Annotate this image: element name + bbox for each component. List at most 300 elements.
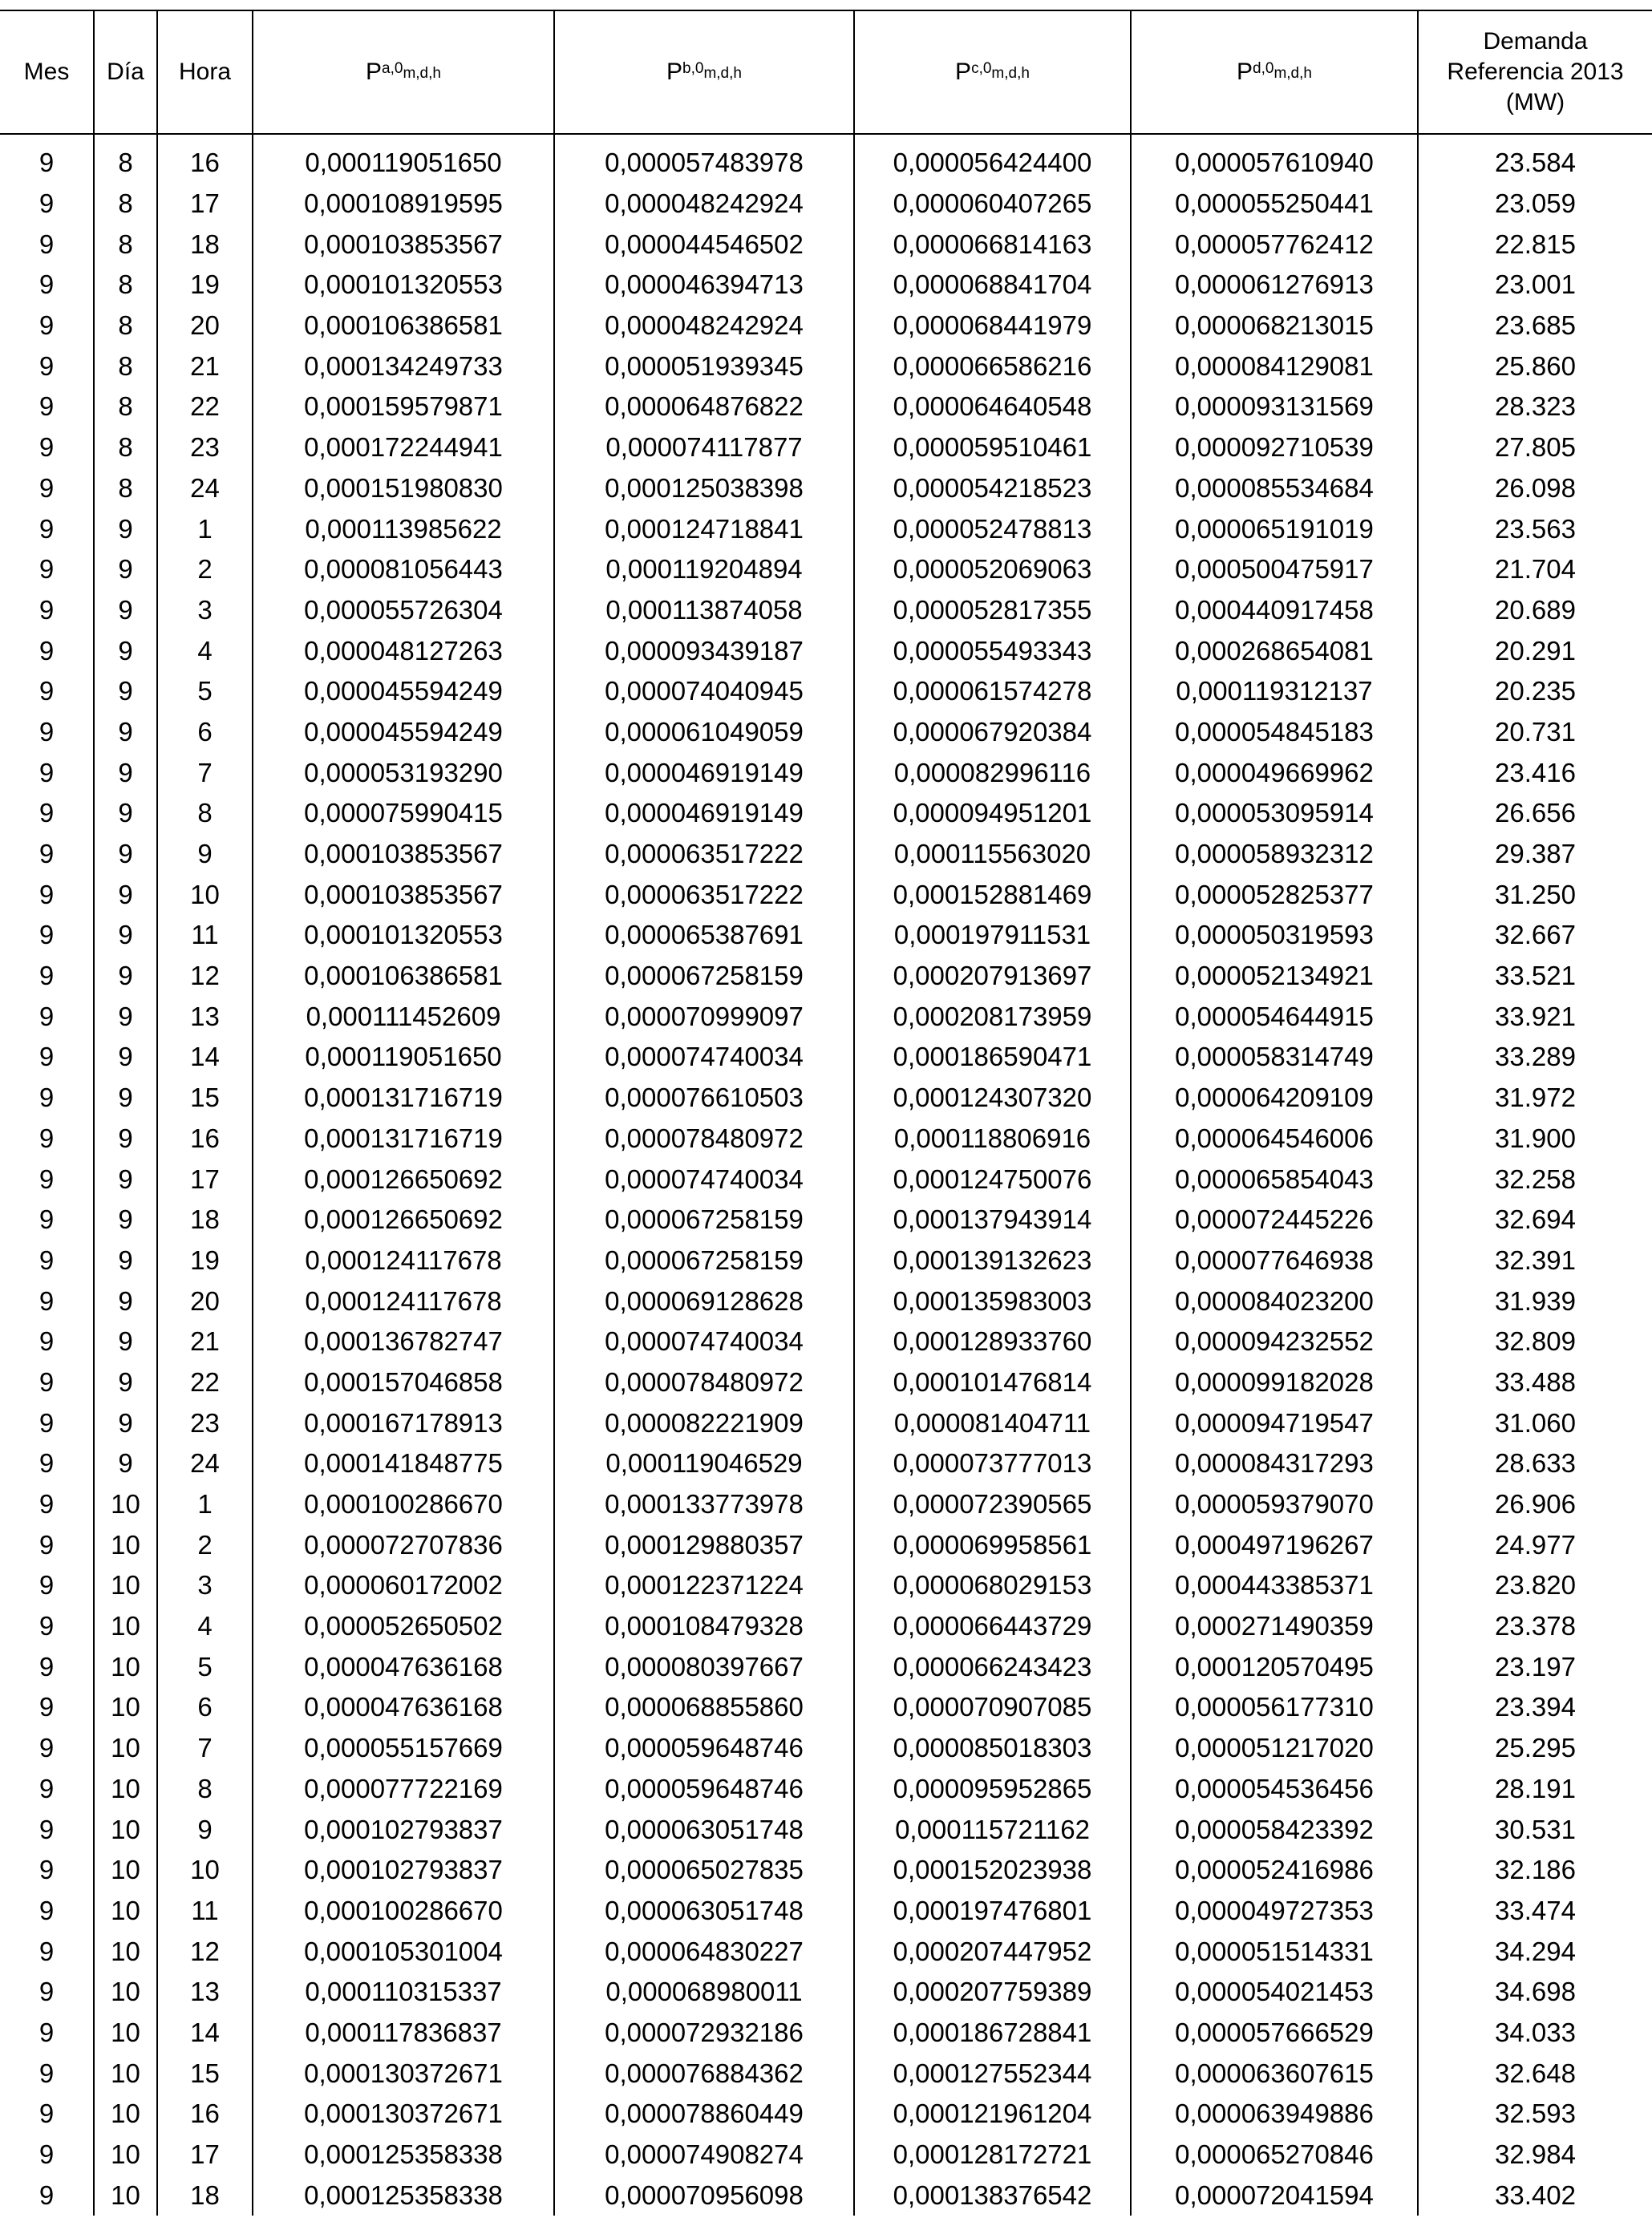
cell-pc: 0,000127552344	[854, 2053, 1131, 2094]
table-row	[0, 1931, 1652, 1972]
cell-pc: 0,000186728841	[854, 2013, 1131, 2054]
cell-pb: 0,000072932186	[554, 2013, 854, 2054]
cell-hora: 8	[157, 793, 253, 834]
cell-demanda: 33.474	[1418, 1891, 1652, 1932]
cell-hora: 7	[157, 1728, 253, 1769]
table-row	[0, 508, 1652, 549]
cell-hora: 18	[157, 224, 253, 265]
cell-pc: 0,000139132623	[854, 1240, 1131, 1281]
cell-pa: 0,000101320553	[253, 265, 554, 306]
cell-pb: 0,000063517222	[554, 874, 854, 915]
cell-pc: 0,000054218523	[854, 468, 1131, 509]
cell-pb: 0,000070999097	[554, 996, 854, 1037]
cell-demanda: 22.815	[1418, 224, 1652, 265]
cell-pc: 0,000128933760	[854, 1321, 1131, 1362]
cell-pb: 0,000080397667	[554, 1646, 854, 1687]
cell-demanda: 29.387	[1418, 834, 1652, 875]
cell-pa: 0,000106386581	[253, 306, 554, 346]
cell-mes: 9	[38, 635, 55, 666]
cell-pa: 0,000167178913	[253, 1402, 554, 1443]
cell-demanda: 32.667	[1418, 915, 1652, 956]
header-mes: Mes	[0, 10, 94, 134]
cell-mes: 9	[38, 1407, 55, 1438]
cell-pa: 0,000100286670	[253, 1891, 554, 1932]
cell-demanda: 21.704	[1418, 549, 1652, 590]
cell-demanda: 28.633	[1418, 1443, 1652, 1484]
table-row	[0, 1362, 1652, 1403]
cell-pd: 0,000085534684	[1131, 468, 1418, 509]
cell-demanda: 20.235	[1418, 671, 1652, 712]
table-row	[0, 996, 1652, 1037]
cell-pb: 0,000048242924	[554, 306, 854, 346]
cell-demanda: 32.694	[1418, 1200, 1652, 1240]
table-row	[0, 1240, 1652, 1281]
cell-mes: 9	[38, 920, 55, 950]
table-row	[0, 793, 1652, 834]
cell-mes: 9	[38, 1083, 55, 1113]
cell-pa: 0,000102793837	[253, 1850, 554, 1891]
cell-mes: 9	[38, 148, 55, 178]
cell-hora: 21	[157, 1321, 253, 1362]
cell-pb: 0,000124718841	[554, 508, 854, 549]
cell-dia: 8	[94, 265, 157, 306]
cell-mes: 9	[38, 839, 55, 869]
cell-mes: 9	[38, 716, 55, 747]
cell-pa: 0,000047636168	[253, 1687, 554, 1728]
cell-pd: 0,000099182028	[1131, 1362, 1418, 1403]
table-row	[0, 1687, 1652, 1728]
cell-hora: 22	[157, 387, 253, 427]
cell-dia: 10	[94, 1565, 157, 1606]
cell-pa: 0,000117836837	[253, 2013, 554, 2054]
cell-pa: 0,000055726304	[253, 590, 554, 631]
cell-hora: 19	[157, 265, 253, 306]
table-row	[0, 1972, 1652, 2013]
cell-demanda: 31.972	[1418, 1078, 1652, 1119]
cell-demanda: 23.820	[1418, 1565, 1652, 1606]
cell-dia: 9	[94, 549, 157, 590]
cell-pa: 0,000053193290	[253, 752, 554, 793]
cell-pc: 0,000056424400	[854, 134, 1131, 184]
cell-hora: 3	[157, 1565, 253, 1606]
cell-pa: 0,000134249733	[253, 346, 554, 387]
cell-pa: 0,000103853567	[253, 834, 554, 875]
cell-demanda: 20.291	[1418, 630, 1652, 671]
cell-pd: 0,000054644915	[1131, 996, 1418, 1037]
header-dia: Día	[94, 10, 157, 134]
cell-demanda: 27.805	[1418, 427, 1652, 468]
cell-mes: 9	[38, 1773, 55, 1803]
cell-pa: 0,000172244941	[253, 427, 554, 468]
cell-pb: 0,000119204894	[554, 549, 854, 590]
cell-hora: 4	[157, 1606, 253, 1647]
cell-pa: 0,000125358338	[253, 2175, 554, 2216]
cell-dia: 9	[94, 915, 157, 956]
cell-demanda: 20.731	[1418, 712, 1652, 753]
cell-hora: 10	[157, 1850, 253, 1891]
table-row	[0, 671, 1652, 712]
cell-demanda: 34.294	[1418, 1931, 1652, 1972]
cell-dia: 10	[94, 1891, 157, 1932]
cell-pc: 0,000055493343	[854, 630, 1131, 671]
cell-pc: 0,000115563020	[854, 834, 1131, 875]
cell-mes: 9	[38, 1733, 55, 1763]
cell-mes: 9	[38, 1529, 55, 1560]
cell-pc: 0,000068441979	[854, 306, 1131, 346]
cell-pc: 0,000066443729	[854, 1606, 1131, 1647]
cell-pc: 0,000066586216	[854, 346, 1131, 387]
table-row	[0, 184, 1652, 225]
cell-pb: 0,000129880357	[554, 1524, 854, 1565]
cell-demanda: 28.323	[1418, 387, 1652, 427]
table-row	[0, 2175, 1652, 2216]
cell-pa: 0,000111452609	[253, 996, 554, 1037]
cell-demanda: 31.250	[1418, 874, 1652, 915]
cell-dia: 9	[94, 1240, 157, 1281]
cell-demanda: 33.402	[1418, 2175, 1652, 2216]
cell-pb: 0,000070956098	[554, 2175, 854, 2216]
cell-mes: 9	[38, 798, 55, 828]
cell-mes: 9	[38, 2179, 55, 2210]
cell-hora: 24	[157, 468, 253, 509]
table-row	[0, 1728, 1652, 1769]
cell-dia: 8	[94, 387, 157, 427]
cell-pb: 0,000119046529	[554, 1443, 854, 1484]
cell-pa: 0,000052650502	[253, 1606, 554, 1647]
cell-hora: 23	[157, 1402, 253, 1443]
cell-demanda: 23.001	[1418, 265, 1652, 306]
cell-pb: 0,000051939345	[554, 346, 854, 387]
cell-pd: 0,000056177310	[1131, 1687, 1418, 1728]
cell-pb: 0,000076884362	[554, 2053, 854, 2094]
cell-dia: 10	[94, 1972, 157, 2013]
cell-pa: 0,000110315337	[253, 1972, 554, 2013]
cell-pb: 0,000074740034	[554, 1159, 854, 1200]
cell-mes: 9	[38, 310, 55, 341]
cell-mes: 9	[38, 1448, 55, 1479]
cell-hora: 17	[157, 1159, 253, 1200]
cell-pb: 0,000067258159	[554, 1200, 854, 1240]
cell-dia: 9	[94, 834, 157, 875]
header-hora: Hora	[157, 10, 253, 134]
cell-pa: 0,000130372671	[253, 2053, 554, 2094]
cell-pc: 0,000152881469	[854, 874, 1131, 915]
cell-pc: 0,000066814163	[854, 224, 1131, 265]
cell-dia: 9	[94, 1443, 157, 1484]
cell-pb: 0,000078480972	[554, 1362, 854, 1403]
cell-pb: 0,000067258159	[554, 956, 854, 997]
cell-pd: 0,000092710539	[1131, 427, 1418, 468]
cell-pd: 0,000065191019	[1131, 508, 1418, 549]
cell-pd: 0,000049669962	[1131, 752, 1418, 793]
cell-demanda: 30.531	[1418, 1809, 1652, 1850]
cell-pd: 0,000057610940	[1131, 134, 1418, 184]
cell-pd: 0,000084317293	[1131, 1443, 1418, 1484]
cell-pa: 0,000105301004	[253, 1931, 554, 1972]
cell-pa: 0,000124117678	[253, 1281, 554, 1321]
cell-demanda: 34.698	[1418, 1972, 1652, 2013]
cell-pc: 0,000124750076	[854, 1159, 1131, 1200]
cell-pd: 0,000051514331	[1131, 1931, 1418, 1972]
cell-pd: 0,000500475917	[1131, 549, 1418, 590]
cell-mes: 9	[38, 1611, 55, 1641]
cell-pb: 0,000122371224	[554, 1565, 854, 1606]
cell-dia: 10	[94, 2094, 157, 2135]
cell-pd: 0,000049727353	[1131, 1891, 1418, 1932]
table-row	[0, 1281, 1652, 1321]
table-row	[0, 1443, 1652, 1484]
cell-mes: 9	[38, 1204, 55, 1235]
cell-hora: 9	[157, 1809, 253, 1850]
cell-pd: 0,000072445226	[1131, 1200, 1418, 1240]
cell-hora: 1	[157, 1484, 253, 1525]
cell-hora: 16	[157, 1119, 253, 1160]
cell-hora: 21	[157, 346, 253, 387]
cell-pc: 0,000070907085	[854, 1687, 1131, 1728]
cell-mes: 9	[38, 1692, 55, 1722]
cell-pc: 0,000115721162	[854, 1809, 1131, 1850]
cell-mes: 9	[38, 1285, 55, 1316]
cell-pb: 0,000074040945	[554, 671, 854, 712]
cell-pa: 0,000113985622	[253, 508, 554, 549]
cell-hora: 12	[157, 1931, 253, 1972]
cell-demanda: 33.488	[1418, 1362, 1652, 1403]
table-row	[0, 1891, 1652, 1932]
table-row	[0, 2053, 1652, 2094]
cell-demanda: 23.584	[1418, 134, 1652, 184]
cell-pb: 0,000057483978	[554, 134, 854, 184]
cell-pc: 0,000197911531	[854, 915, 1131, 956]
cell-pc: 0,000052817355	[854, 590, 1131, 631]
cell-pc: 0,000052069063	[854, 549, 1131, 590]
cell-hora: 24	[157, 1443, 253, 1484]
cell-hora: 1	[157, 508, 253, 549]
cell-pa: 0,000106386581	[253, 956, 554, 997]
cell-demanda: 23.685	[1418, 306, 1652, 346]
table-row	[0, 2094, 1652, 2135]
cell-mes: 9	[38, 1042, 55, 1072]
cell-pd: 0,000051217020	[1131, 1728, 1418, 1769]
table-row	[0, 1646, 1652, 1687]
cell-dia: 10	[94, 1646, 157, 1687]
table-row	[0, 1850, 1652, 1891]
table-row	[0, 1159, 1652, 1200]
cell-dia: 8	[94, 468, 157, 509]
cell-pc: 0,000208173959	[854, 996, 1131, 1037]
cell-demanda: 26.906	[1418, 1484, 1652, 1525]
cell-pb: 0,000063051748	[554, 1809, 854, 1850]
cell-demanda: 23.059	[1418, 184, 1652, 225]
cell-dia: 8	[94, 184, 157, 225]
cell-pd: 0,000072041594	[1131, 2175, 1418, 2216]
cell-hora: 13	[157, 996, 253, 1037]
cell-dia: 9	[94, 1037, 157, 1078]
cell-pa: 0,000119051650	[253, 1037, 554, 1078]
cell-hora: 14	[157, 1037, 253, 1078]
table-row	[0, 1119, 1652, 1160]
cell-demanda: 33.289	[1418, 1037, 1652, 1078]
table-row	[0, 1809, 1652, 1850]
cell-pc: 0,000068029153	[854, 1565, 1131, 1606]
cell-dia: 9	[94, 793, 157, 834]
cell-mes: 9	[38, 229, 55, 259]
cell-mes: 9	[38, 1326, 55, 1357]
cell-pa: 0,000130372671	[253, 2094, 554, 2135]
table-row	[0, 2013, 1652, 2054]
cell-mes: 9	[38, 1977, 55, 2007]
cell-pd: 0,000063949886	[1131, 2094, 1418, 2135]
cell-pd: 0,000094232552	[1131, 1321, 1418, 1362]
table-row	[0, 1402, 1652, 1443]
table-row	[0, 1565, 1652, 1606]
cell-pb: 0,000059648746	[554, 1728, 854, 1769]
table-row	[0, 2135, 1652, 2175]
cell-pd: 0,000094719547	[1131, 1402, 1418, 1443]
cell-pc: 0,000068841704	[854, 265, 1131, 306]
cell-pd: 0,000059379070	[1131, 1484, 1418, 1525]
cell-hora: 20	[157, 306, 253, 346]
cell-mes: 9	[38, 188, 55, 219]
cell-pa: 0,000045594249	[253, 671, 554, 712]
cell-dia: 9	[94, 1321, 157, 1362]
cell-hora: 17	[157, 184, 253, 225]
cell-pa: 0,000126650692	[253, 1159, 554, 1200]
cell-dia: 10	[94, 1606, 157, 1647]
table-row	[0, 1606, 1652, 1647]
cell-pc: 0,000118806916	[854, 1119, 1131, 1160]
cell-dia: 10	[94, 2135, 157, 2175]
cell-mes: 9	[38, 1936, 55, 1966]
cell-hora: 7	[157, 752, 253, 793]
cell-dia: 10	[94, 2175, 157, 2216]
cell-pc: 0,000095952865	[854, 1769, 1131, 1810]
cell-pb: 0,000064876822	[554, 387, 854, 427]
cell-mes: 9	[38, 676, 55, 706]
cell-pd: 0,000068213015	[1131, 306, 1418, 346]
table-row	[0, 427, 1652, 468]
cell-demanda: 25.860	[1418, 346, 1652, 387]
cell-pc: 0,000138376542	[854, 2175, 1131, 2216]
cell-pb: 0,000076610503	[554, 1078, 854, 1119]
table-row	[0, 346, 1652, 387]
cell-pb: 0,000074117877	[554, 427, 854, 468]
cell-demanda: 31.900	[1418, 1119, 1652, 1160]
cell-mes: 9	[38, 472, 55, 503]
cell-dia: 10	[94, 1524, 157, 1565]
cell-pa: 0,000077722169	[253, 1769, 554, 1810]
cell-demanda: 23.197	[1418, 1646, 1652, 1687]
cell-hora: 6	[157, 712, 253, 753]
cell-hora: 5	[157, 671, 253, 712]
cell-pb: 0,000074908274	[554, 2135, 854, 2175]
table-row	[0, 134, 1652, 184]
cell-demanda: 23.378	[1418, 1606, 1652, 1647]
cell-pd: 0,000061276913	[1131, 265, 1418, 306]
cell-dia: 10	[94, 1484, 157, 1525]
cell-mes: 9	[38, 1123, 55, 1153]
cell-pd: 0,000063607615	[1131, 2053, 1418, 2094]
cell-mes: 9	[38, 879, 55, 909]
table-row	[0, 1078, 1652, 1119]
cell-pd: 0,000065854043	[1131, 1159, 1418, 1200]
cell-pa: 0,000100286670	[253, 1484, 554, 1525]
cell-demanda: 31.060	[1418, 1402, 1652, 1443]
cell-pd: 0,000064546006	[1131, 1119, 1418, 1160]
table-row	[0, 712, 1652, 753]
cell-pd: 0,000054536456	[1131, 1769, 1418, 1810]
cell-dia: 10	[94, 1931, 157, 1972]
cell-pd: 0,000440917458	[1131, 590, 1418, 631]
cell-demanda: 32.593	[1418, 2094, 1652, 2135]
cell-dia: 9	[94, 1159, 157, 1200]
cell-dia: 8	[94, 427, 157, 468]
cell-pb: 0,000048242924	[554, 184, 854, 225]
header-pb: P$^{b,0}_{m,d,h}$	[554, 10, 854, 134]
cell-demanda: 25.295	[1418, 1728, 1652, 1769]
cell-demanda: 32.186	[1418, 1850, 1652, 1891]
cell-demanda: 32.258	[1418, 1159, 1652, 1200]
header-pd: P$^{d,0}_{m,d,h}$	[1131, 10, 1418, 134]
cell-dia: 8	[94, 306, 157, 346]
cell-hora: 18	[157, 1200, 253, 1240]
cell-pc: 0,000081404711	[854, 1402, 1131, 1443]
cell-hora: 12	[157, 956, 253, 997]
header-pa: P$^{a,0}_{m,d,h}$	[253, 10, 554, 134]
cell-pd: 0,000064209109	[1131, 1078, 1418, 1119]
cell-pc: 0,000059510461	[854, 427, 1131, 468]
cell-hora: 15	[157, 1078, 253, 1119]
table-row	[0, 265, 1652, 306]
cell-pd: 0,000053095914	[1131, 793, 1418, 834]
cell-dia: 10	[94, 2013, 157, 2054]
cell-pb: 0,000078480972	[554, 1119, 854, 1160]
cell-pd: 0,000054021453	[1131, 1972, 1418, 2013]
cell-pa: 0,000136782747	[253, 1321, 554, 1362]
cell-pd: 0,000443385371	[1131, 1565, 1418, 1606]
cell-pd: 0,000052416986	[1131, 1850, 1418, 1891]
cell-demanda: 34.033	[1418, 2013, 1652, 2054]
cell-pd: 0,000497196267	[1131, 1524, 1418, 1565]
cell-pd: 0,000058314749	[1131, 1037, 1418, 1078]
table-row	[0, 1321, 1652, 1362]
cell-dia: 9	[94, 996, 157, 1037]
cell-hora: 18	[157, 2175, 253, 2216]
cell-hora: 2	[157, 549, 253, 590]
cell-pb: 0,000064830227	[554, 1931, 854, 1972]
cell-dia: 8	[94, 224, 157, 265]
cell-pa: 0,000101320553	[253, 915, 554, 956]
table-row	[0, 834, 1652, 875]
cell-pb: 0,000067258159	[554, 1240, 854, 1281]
cell-pd: 0,000268654081	[1131, 630, 1418, 671]
cell-mes: 9	[38, 1489, 55, 1520]
cell-pc: 0,000207447952	[854, 1931, 1131, 1972]
cell-pa: 0,000072707836	[253, 1524, 554, 1565]
cell-pb: 0,000078860449	[554, 2094, 854, 2135]
cell-pb: 0,000125038398	[554, 468, 854, 509]
cell-hora: 8	[157, 1769, 253, 1810]
cell-hora: 4	[157, 630, 253, 671]
cell-dia: 9	[94, 1402, 157, 1443]
cell-dia: 9	[94, 671, 157, 712]
cell-pc: 0,000186590471	[854, 1037, 1131, 1078]
table-row	[0, 224, 1652, 265]
cell-pa: 0,000131716719	[253, 1119, 554, 1160]
cell-pb: 0,000068855860	[554, 1687, 854, 1728]
cell-mes: 9	[38, 513, 55, 544]
cell-mes: 9	[38, 554, 55, 585]
cell-mes: 9	[38, 1895, 55, 1925]
